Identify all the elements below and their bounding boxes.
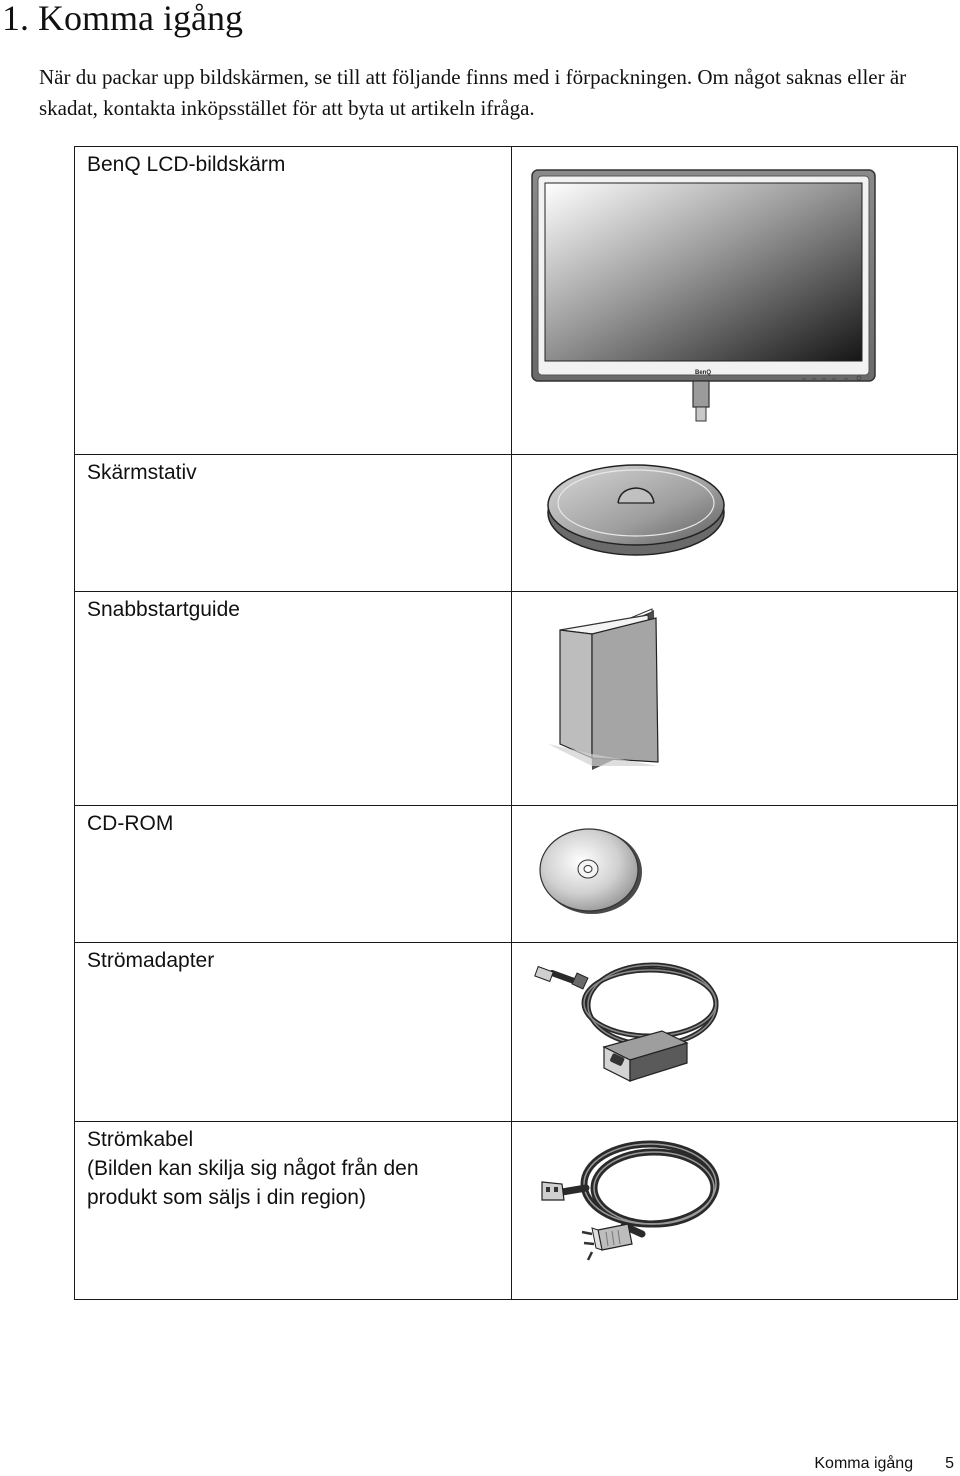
- table-row: [75, 943, 958, 1122]
- monitor-brand-logo: BenQ: [694, 370, 712, 376]
- table-row: [75, 592, 958, 806]
- item-name: CD-ROM: [87, 812, 174, 835]
- item-image-stand: [512, 455, 958, 592]
- power-cord-icon: [512, 1122, 957, 1300]
- table-row: [75, 147, 958, 455]
- item-note: (Bilden kan skilja sig något från den: [87, 1157, 419, 1180]
- item-name: Strömadapter: [87, 949, 215, 972]
- stand-base-icon: [512, 455, 957, 592]
- item-image-guide: [512, 592, 958, 806]
- item-name: Strömkabel: [87, 1128, 194, 1151]
- page-heading: 1. Komma igång: [2, 0, 243, 38]
- item-image-monitor: [512, 147, 958, 455]
- intro-text: När du packar upp bildskärmen, se till att följande finns med i förpackningen. Om något saknas eller är skadat, kontakta inköpsstället för att byta ut artikeln ifråga.: [39, 65, 907, 120]
- item-label-adapter: [75, 943, 512, 1122]
- footer-section-title: Komma igång: [814, 1455, 914, 1472]
- item-label-cord: [75, 1122, 512, 1300]
- package-contents-table: [74, 146, 958, 1300]
- item-note: produkt som säljs i din region): [87, 1186, 366, 1209]
- item-label-stand: [75, 455, 512, 592]
- item-name: Skärmstativ: [87, 461, 197, 484]
- table-row: [75, 806, 958, 943]
- item-label-guide: [75, 592, 512, 806]
- item-name: BenQ LCD-bildskärm: [87, 153, 286, 176]
- page-number: 5: [945, 1455, 954, 1472]
- item-image-cd: [512, 806, 958, 943]
- item-label-cd: [75, 806, 512, 943]
- item-image-adapter: [512, 943, 958, 1122]
- table-row: [75, 455, 958, 592]
- power-adapter-icon: [512, 943, 957, 1122]
- item-label-monitor: [75, 147, 512, 455]
- item-image-cord: [512, 1122, 958, 1300]
- monitor-icon: [512, 147, 957, 455]
- booklet-icon: [512, 592, 957, 806]
- item-name: Snabbstartguide: [87, 598, 240, 621]
- table-row: [75, 1122, 958, 1300]
- page-footer: [814, 1454, 954, 1474]
- cd-icon: [512, 806, 957, 943]
